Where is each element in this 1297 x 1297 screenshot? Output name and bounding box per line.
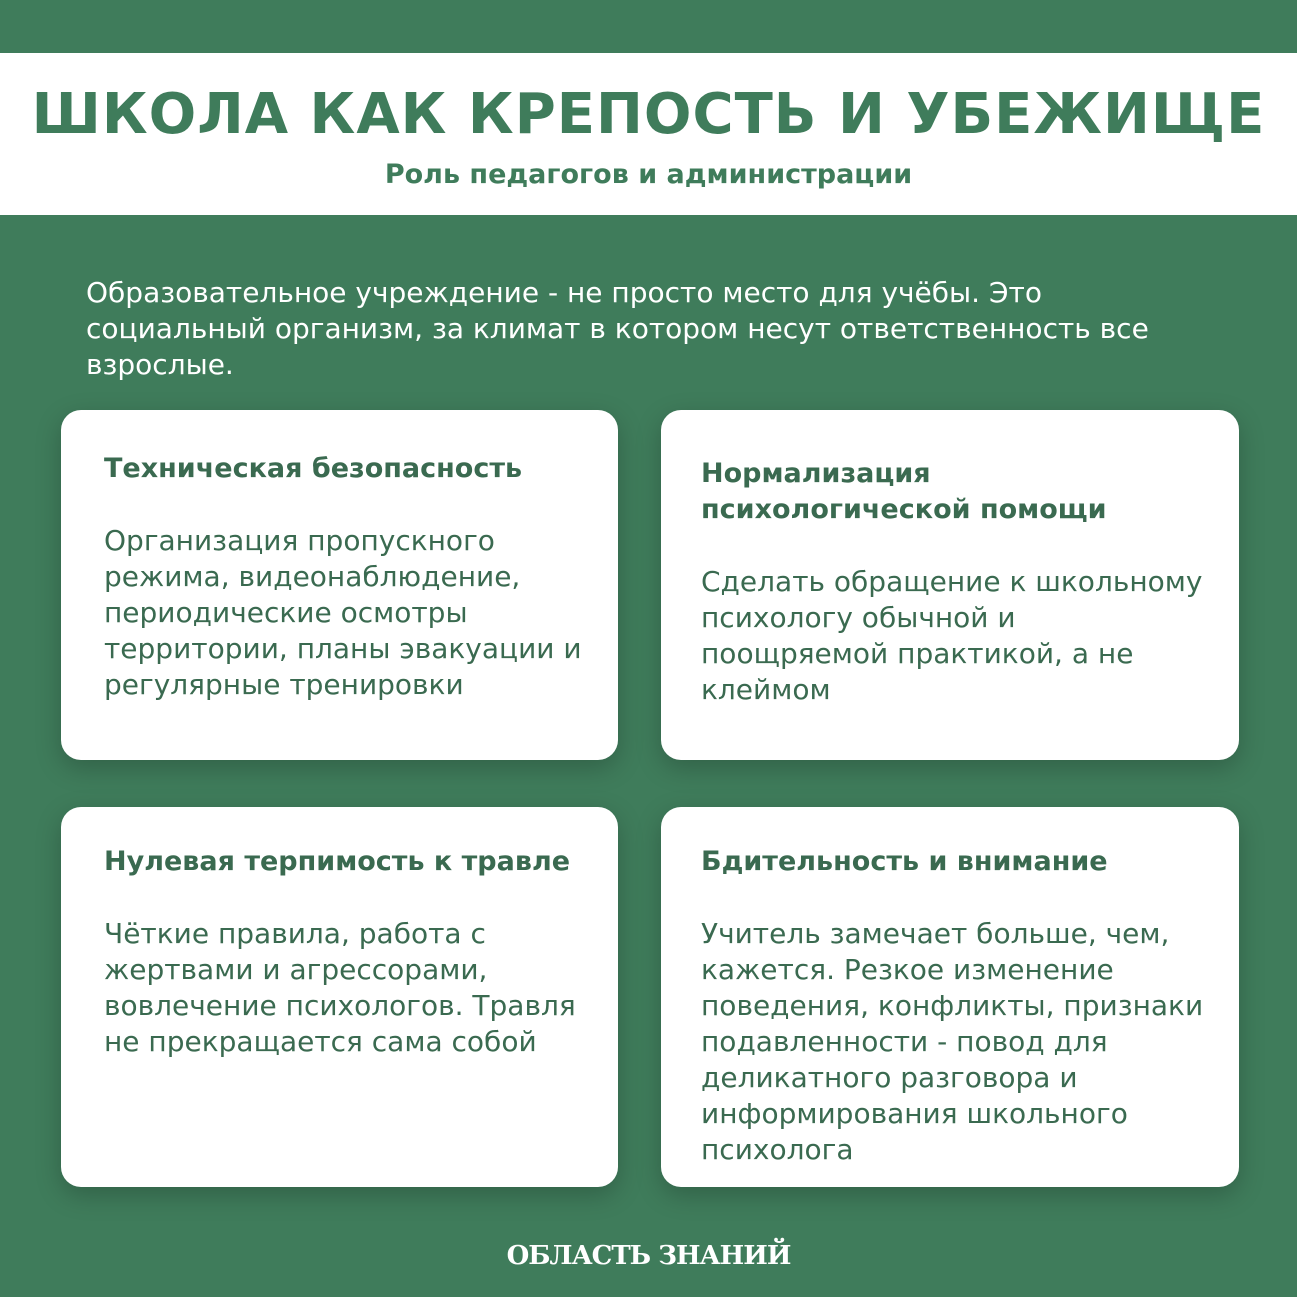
card-title: Нулевая терпимость к травле	[104, 846, 571, 877]
page-title: ШКОЛА КАК КРЕПОСТЬ И УБЕЖИЩЕ	[31, 82, 1266, 147]
card-zero-tolerance	[61, 807, 618, 1187]
card-title: Техническая безопасность	[104, 453, 523, 484]
card-title: Бдительность и внимание	[701, 846, 1108, 877]
card-text: Организация пропускного режима, видеонаблюдение, периодические осмотры территории, планы эвакуации и регулярные тренировки	[104, 524, 582, 701]
intro-text: Образовательное учреждение - не просто место для учёбы. Это социальный организм, за климат в котором несут ответственность все взрослые.	[86, 276, 1149, 381]
card-title: Нормализация психологической помощи	[701, 458, 1107, 525]
card-text: Учитель замечает больше, чем, кажется. Резкое изменение поведения, конфликты, признаки подавленности - повод для деликатного разговора и информирования школьного психолога	[701, 917, 1204, 1166]
card-text: Чёткие правила, работа с жертвами и агрессорами, вовлечение психологов. Травля не прекращается сама собой	[104, 917, 576, 1058]
page-subtitle: Роль педагогов и администрации	[384, 159, 913, 190]
card-technical-security	[61, 410, 618, 760]
header-banner	[0, 53, 1297, 215]
card-text: Сделать обращение к школьному психологу обычной и поощряемой практикой, а не клеймом	[701, 565, 1203, 706]
card-psychological-help	[661, 410, 1239, 760]
card-vigilance	[661, 807, 1239, 1187]
brand-logo: ОБЛАСТЬ ЗНАНИЙ	[506, 1241, 791, 1271]
